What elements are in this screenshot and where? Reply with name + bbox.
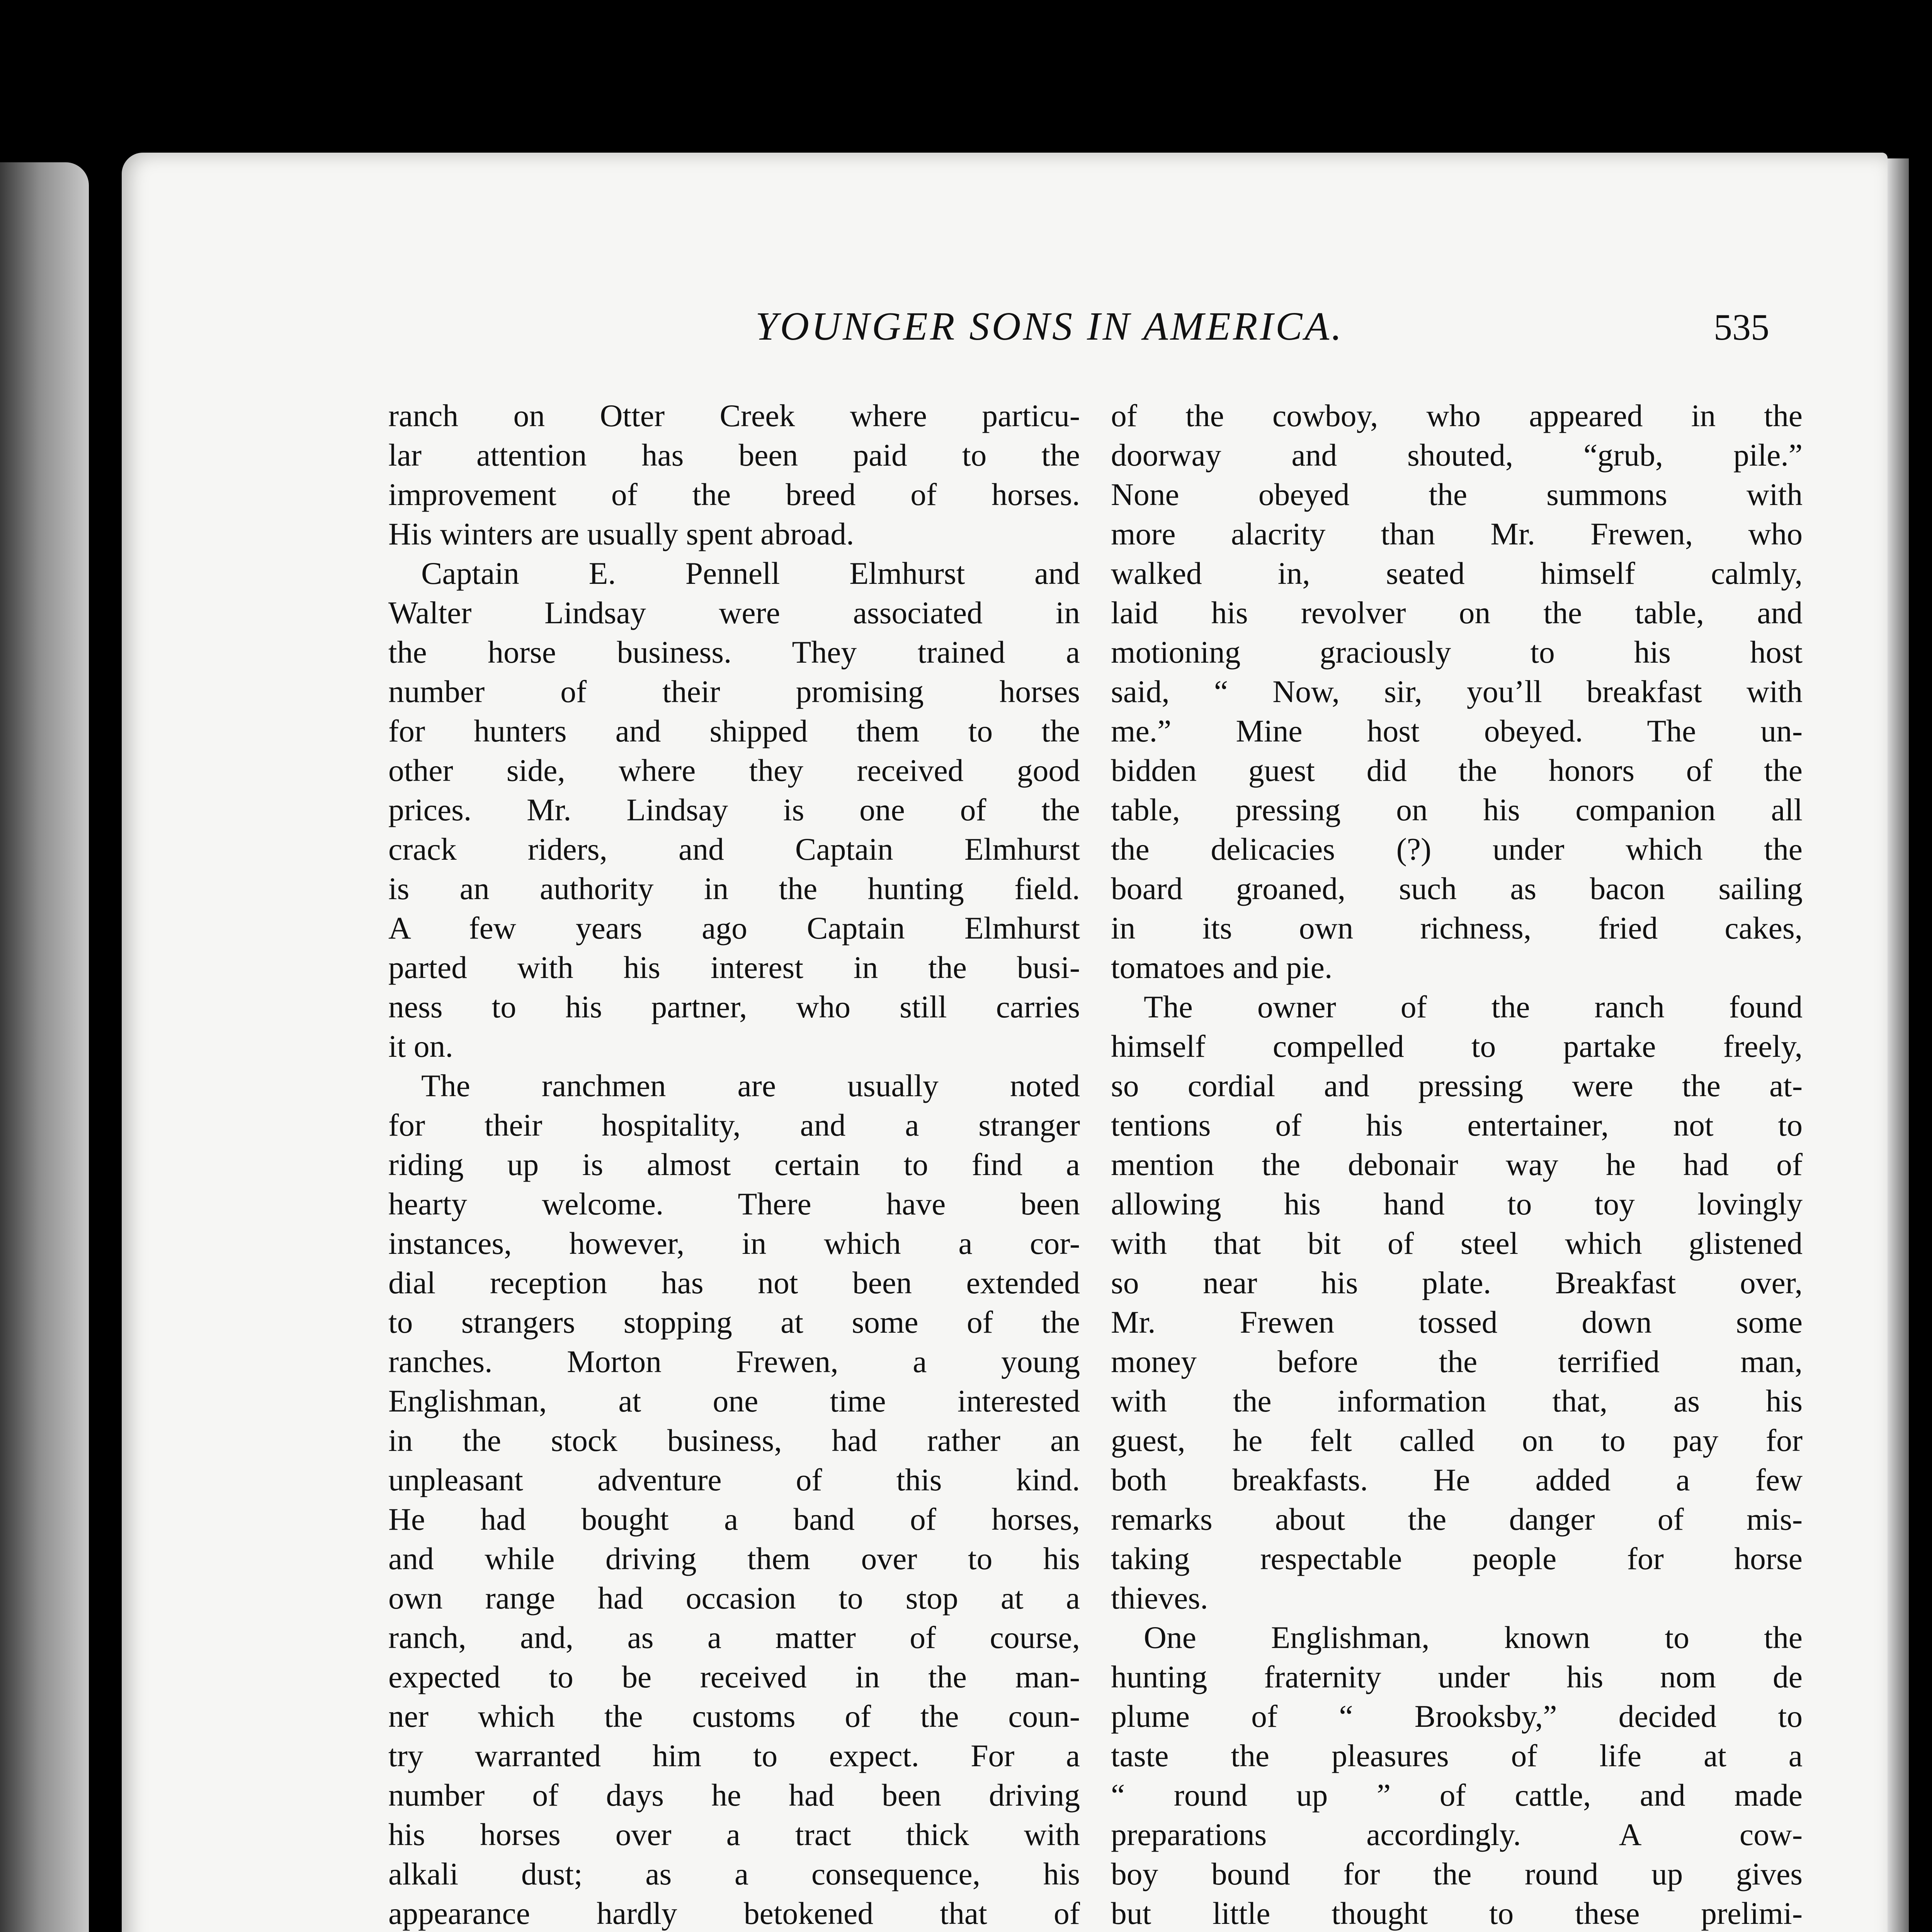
- text-line: dial reception has not been extended: [388, 1265, 1080, 1300]
- text-line: alkali dust; as a consequence, his: [388, 1856, 1080, 1891]
- text-line: ranch on Otter Creek where particu-: [388, 398, 1080, 433]
- book-page: [122, 153, 1888, 1932]
- text-line: bidden guest did the honors of the: [1111, 753, 1803, 788]
- text-line: One Englishman, known to the: [1144, 1620, 1803, 1655]
- text-line: is an authority in the hunting field.: [388, 871, 1080, 906]
- text-line: both breakfasts. He added a few: [1111, 1462, 1803, 1497]
- text-line: but little thought to these prelimi-: [1111, 1896, 1803, 1931]
- text-line: “ round up ” of cattle, and made: [1111, 1777, 1803, 1813]
- text-line: thieves.: [1111, 1580, 1208, 1616]
- text-line: Mr. Frewen tossed down some: [1111, 1304, 1803, 1340]
- text-line: number of days he had been driving: [388, 1777, 1080, 1813]
- text-line: own range had occasion to stop at a: [388, 1580, 1080, 1616]
- text-line: Englishman, at one time interested: [388, 1383, 1080, 1418]
- text-line: The ranchmen are usually noted: [421, 1068, 1080, 1103]
- text-line: table, pressing on his companion all: [1111, 792, 1803, 827]
- text-line: expected to be received in the man-: [388, 1659, 1080, 1694]
- text-line: prices. Mr. Lindsay is one of the: [388, 792, 1080, 827]
- text-line: tomatoes and pie.: [1111, 950, 1333, 985]
- text-line: crack riders, and Captain Elmhurst: [388, 832, 1080, 867]
- text-line: parted with his interest in the busi-: [388, 950, 1080, 985]
- text-line: said, “ Now, sir, you’ll breakfast with: [1111, 674, 1803, 709]
- text-line: his horses over a tract thick with: [388, 1817, 1080, 1852]
- text-line: instances, however, in which a cor-: [388, 1226, 1080, 1261]
- text-line: the delicacies (?) under which the: [1111, 832, 1803, 867]
- text-line: Walter Lindsay were associated in: [388, 595, 1080, 630]
- text-line: riding up is almost certain to find a: [388, 1147, 1080, 1182]
- text-line: board groaned, such as bacon sailing: [1111, 871, 1803, 906]
- book-spine-shadow: [0, 162, 89, 1932]
- page-header: [122, 303, 1888, 365]
- text-line: The owner of the ranch found: [1144, 989, 1803, 1024]
- text-line: and while driving them over to his: [388, 1541, 1080, 1576]
- text-line: so near his plate. Breakfast over,: [1111, 1265, 1803, 1300]
- text-line: plume of “ Brooksby,” decided to: [1111, 1699, 1803, 1734]
- text-line: number of their promising horses: [388, 674, 1080, 709]
- text-line: preparations accordingly. A cow-: [1111, 1817, 1803, 1852]
- text-line: for their hospitality, and a stranger: [388, 1107, 1080, 1143]
- left-column: [388, 396, 1080, 1932]
- text-line: ranch, and, as a matter of course,: [388, 1620, 1080, 1655]
- text-line: doorway and shouted, “grub, pile.”: [1111, 437, 1803, 473]
- page-number: 535: [1714, 306, 1769, 348]
- text-line: walked in, seated himself calmly,: [1111, 556, 1803, 591]
- text-line: lar attention has been paid to the: [388, 437, 1080, 473]
- text-line: He had bought a band of horses,: [388, 1502, 1080, 1537]
- text-line: it on.: [388, 1029, 453, 1064]
- text-line: remarks about the danger of mis-: [1111, 1502, 1803, 1537]
- text-line: unpleasant adventure of this kind.: [388, 1462, 1080, 1497]
- right-column: [1111, 396, 1803, 1932]
- text-line: of the cowboy, who appeared in the: [1111, 398, 1803, 433]
- text-line: hunting fraternity under his nom de: [1111, 1659, 1803, 1694]
- text-line: to strangers stopping at some of the: [388, 1304, 1080, 1340]
- text-line: appearance hardly betokened that of: [388, 1896, 1080, 1931]
- text-line: in the stock business, had rather an: [388, 1423, 1080, 1458]
- text-line: allowing his hand to toy lovingly: [1111, 1186, 1803, 1221]
- text-line: Captain E. Pennell Elmhurst and: [421, 556, 1080, 591]
- text-line: with the information that, as his: [1111, 1383, 1803, 1418]
- text-line: guest, he felt called on to pay for: [1111, 1423, 1803, 1458]
- text-line: motioning graciously to his host: [1111, 634, 1803, 670]
- page-edge: [1888, 158, 1909, 1932]
- text-line: himself compelled to partake freely,: [1111, 1029, 1803, 1064]
- text-line: hearty welcome. There have been: [388, 1186, 1080, 1221]
- text-line: money before the terrified man,: [1111, 1344, 1803, 1379]
- text-line: with that bit of steel which glistened: [1111, 1226, 1803, 1261]
- text-line: in its own richness, fried cakes,: [1111, 910, 1803, 946]
- text-line: ranches. Morton Frewen, a young: [388, 1344, 1080, 1379]
- text-line: tentions of his entertainer, not to: [1111, 1107, 1803, 1143]
- text-line: boy bound for the round up gives: [1111, 1856, 1803, 1891]
- text-line: so cordial and pressing were the at-: [1111, 1068, 1803, 1103]
- text-line: taking respectable people for horse: [1111, 1541, 1803, 1576]
- text-line: laid his revolver on the table, and: [1111, 595, 1803, 630]
- text-line: ness to his partner, who still carries: [388, 989, 1080, 1024]
- text-line: improvement of the breed of horses.: [388, 477, 1080, 512]
- text-line: None obeyed the summons with: [1111, 477, 1803, 512]
- text-line: the horse business. They trained a: [388, 634, 1080, 670]
- text-line: other side, where they received good: [388, 753, 1080, 788]
- text-line: me.” Mine host obeyed. The un-: [1111, 713, 1803, 748]
- text-line: A few years ago Captain Elmhurst: [388, 910, 1080, 946]
- text-line: try warranted him to expect. For a: [388, 1738, 1080, 1773]
- text-line: taste the pleasures of life at a: [1111, 1738, 1803, 1773]
- text-line: for hunters and shipped them to the: [388, 713, 1080, 748]
- running-title: YOUNGER SONS IN AMERICA.: [755, 304, 1344, 349]
- text-line: more alacrity than Mr. Frewen, who: [1111, 516, 1803, 551]
- text-line: ner which the customs of the coun-: [388, 1699, 1080, 1734]
- text-line: His winters are usually spent abroad.: [388, 516, 854, 551]
- text-line: mention the debonair way he had of: [1111, 1147, 1803, 1182]
